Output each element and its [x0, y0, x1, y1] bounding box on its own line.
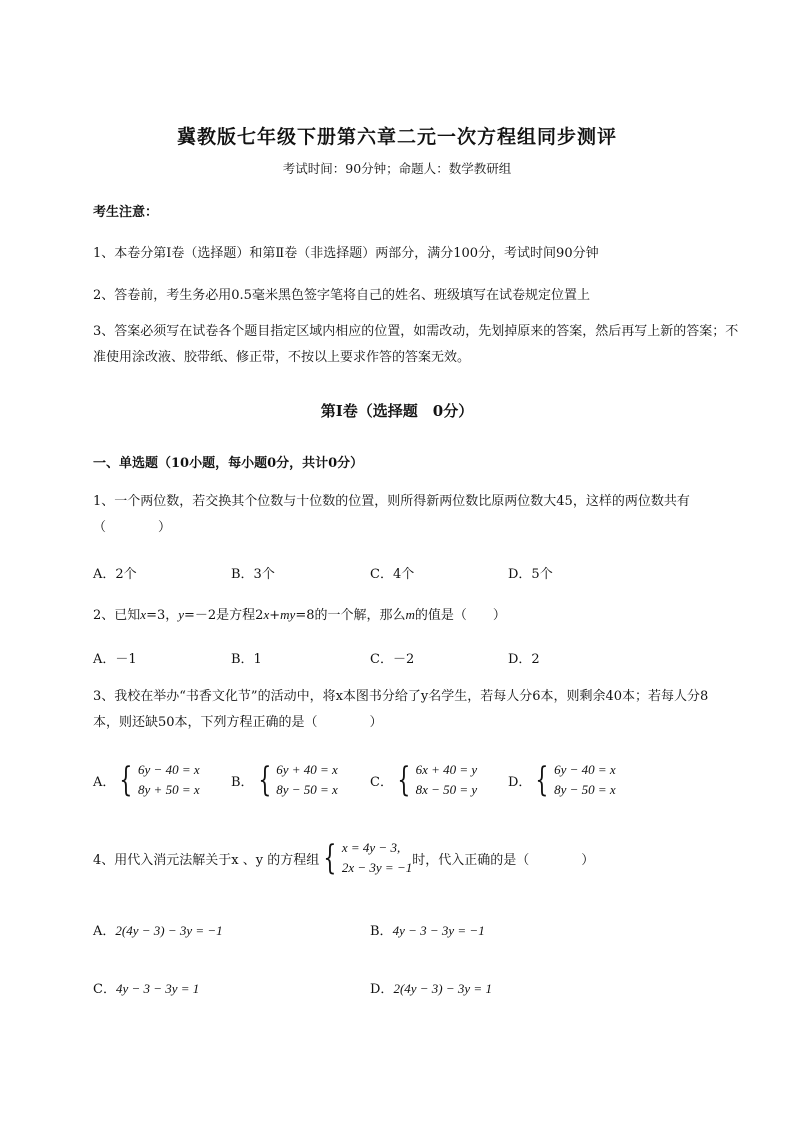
question-4-text: 4、用代入消元法解关于x 、y 的方程组 { x = 4y − 3, 2x − 3y = −1 时，代入正确的是（ ） — [93, 838, 595, 878]
equation-line: 8y − 50 = x — [554, 782, 616, 797]
q3-option-b[interactable] — [231, 760, 338, 800]
exam-info: 考试时间：90分钟；命题人：数学教研组 — [282, 161, 512, 176]
notice-heading: 考生注意： — [93, 205, 159, 220]
q4-option-c[interactable]: C．4y − 3 − 3y = 1 — [93, 981, 200, 997]
q1-option-b[interactable]: B．3个 — [231, 567, 275, 582]
question-1-text: 1、一个两位数，若交换其个位数与十位数的位置，则所得新两位数比原两位数大45，这样的两位数共有（ ） — [93, 494, 690, 535]
q1-option-c[interactable]: C．4个 — [370, 567, 415, 582]
equation-line: x = 4y − 3, — [341, 840, 401, 855]
brace-icon: { — [119, 760, 133, 800]
brace-icon: { — [257, 760, 271, 800]
q4-option-b[interactable]: B．4y − 3 − 3y = −1 — [370, 923, 485, 939]
q4-option-a[interactable]: A．2(4y − 3) − 3y = −1 — [93, 923, 223, 939]
option-label: B． — [231, 774, 254, 790]
option-label: D． — [508, 774, 532, 790]
notice-item-1: 1、本卷分第I卷（选择题）和第Ⅱ卷（非选择题）两部分，满分100分，考试时间90分钟 — [93, 246, 599, 261]
equation-line: 8x − 50 = y — [415, 782, 478, 797]
equation-line: 6y + 40 = x — [276, 762, 338, 777]
equation-line: 6y − 40 = x — [554, 762, 616, 777]
brace-icon: { — [323, 838, 337, 878]
option-label: A． — [93, 774, 116, 790]
q1-option-d[interactable]: D．5个 — [508, 567, 553, 582]
equation-line: 6y − 40 = x — [138, 762, 200, 777]
brace-icon: { — [397, 760, 411, 800]
q2-option-d[interactable]: D．2 — [508, 652, 540, 667]
question-3-text: 3、我校在举办“书香文化节”的活动中，将x本图书分给了y名学生，若每人分6本，则剩余40本；若每人分8本，则还缺50本，下列方程正确的是（ ） — [93, 689, 709, 730]
equation-line: 2x − 3y = −1 — [341, 860, 413, 875]
notice-item-2: 2、答卷前，考生务必用0.5毫米黑色签字笔将自己的姓名、班级填写在试卷规定位置上 — [93, 288, 590, 303]
question-group-heading: 一、单选题（10小题，每小题0分，共计0分） — [93, 456, 364, 471]
q3-option-c[interactable] — [370, 760, 477, 800]
question-2-text: 2、已知x=3，y=－2是方程2x+my=8的一个解，那么m的值是（ ） — [93, 607, 506, 623]
document-title: 冀教版七年级下册第六章二元一次方程组同步测评 — [176, 126, 617, 148]
q1-option-a[interactable]: A．2个 — [93, 567, 137, 582]
q2-option-a[interactable]: A．－1 — [93, 652, 137, 667]
equation-line: 8y − 50 = x — [276, 782, 338, 797]
q2-option-c[interactable]: C．－2 — [370, 652, 415, 667]
section-title: 第I卷（选择题 0分） — [320, 402, 474, 420]
q4-option-d[interactable]: D．2(4y − 3) − 3y = 1 — [370, 981, 492, 997]
q2-option-b[interactable]: B．1 — [231, 652, 262, 667]
equation-line: 6x + 40 = y — [415, 762, 478, 777]
brace-icon: { — [535, 760, 549, 800]
q3-option-d[interactable] — [508, 760, 616, 800]
q3-option-a[interactable] — [93, 760, 200, 800]
option-label: C． — [370, 774, 393, 790]
notice-item-3: 3、答案必须写在试卷各个题目指定区域内相应的位置，如需改动，先划掉原来的答案，然后再写上新的答案；不准使用涂改液、胶带纸、修正带，不按以上要求作答的答案无效。 — [93, 324, 739, 365]
equation-line: 8y + 50 = x — [138, 782, 200, 797]
